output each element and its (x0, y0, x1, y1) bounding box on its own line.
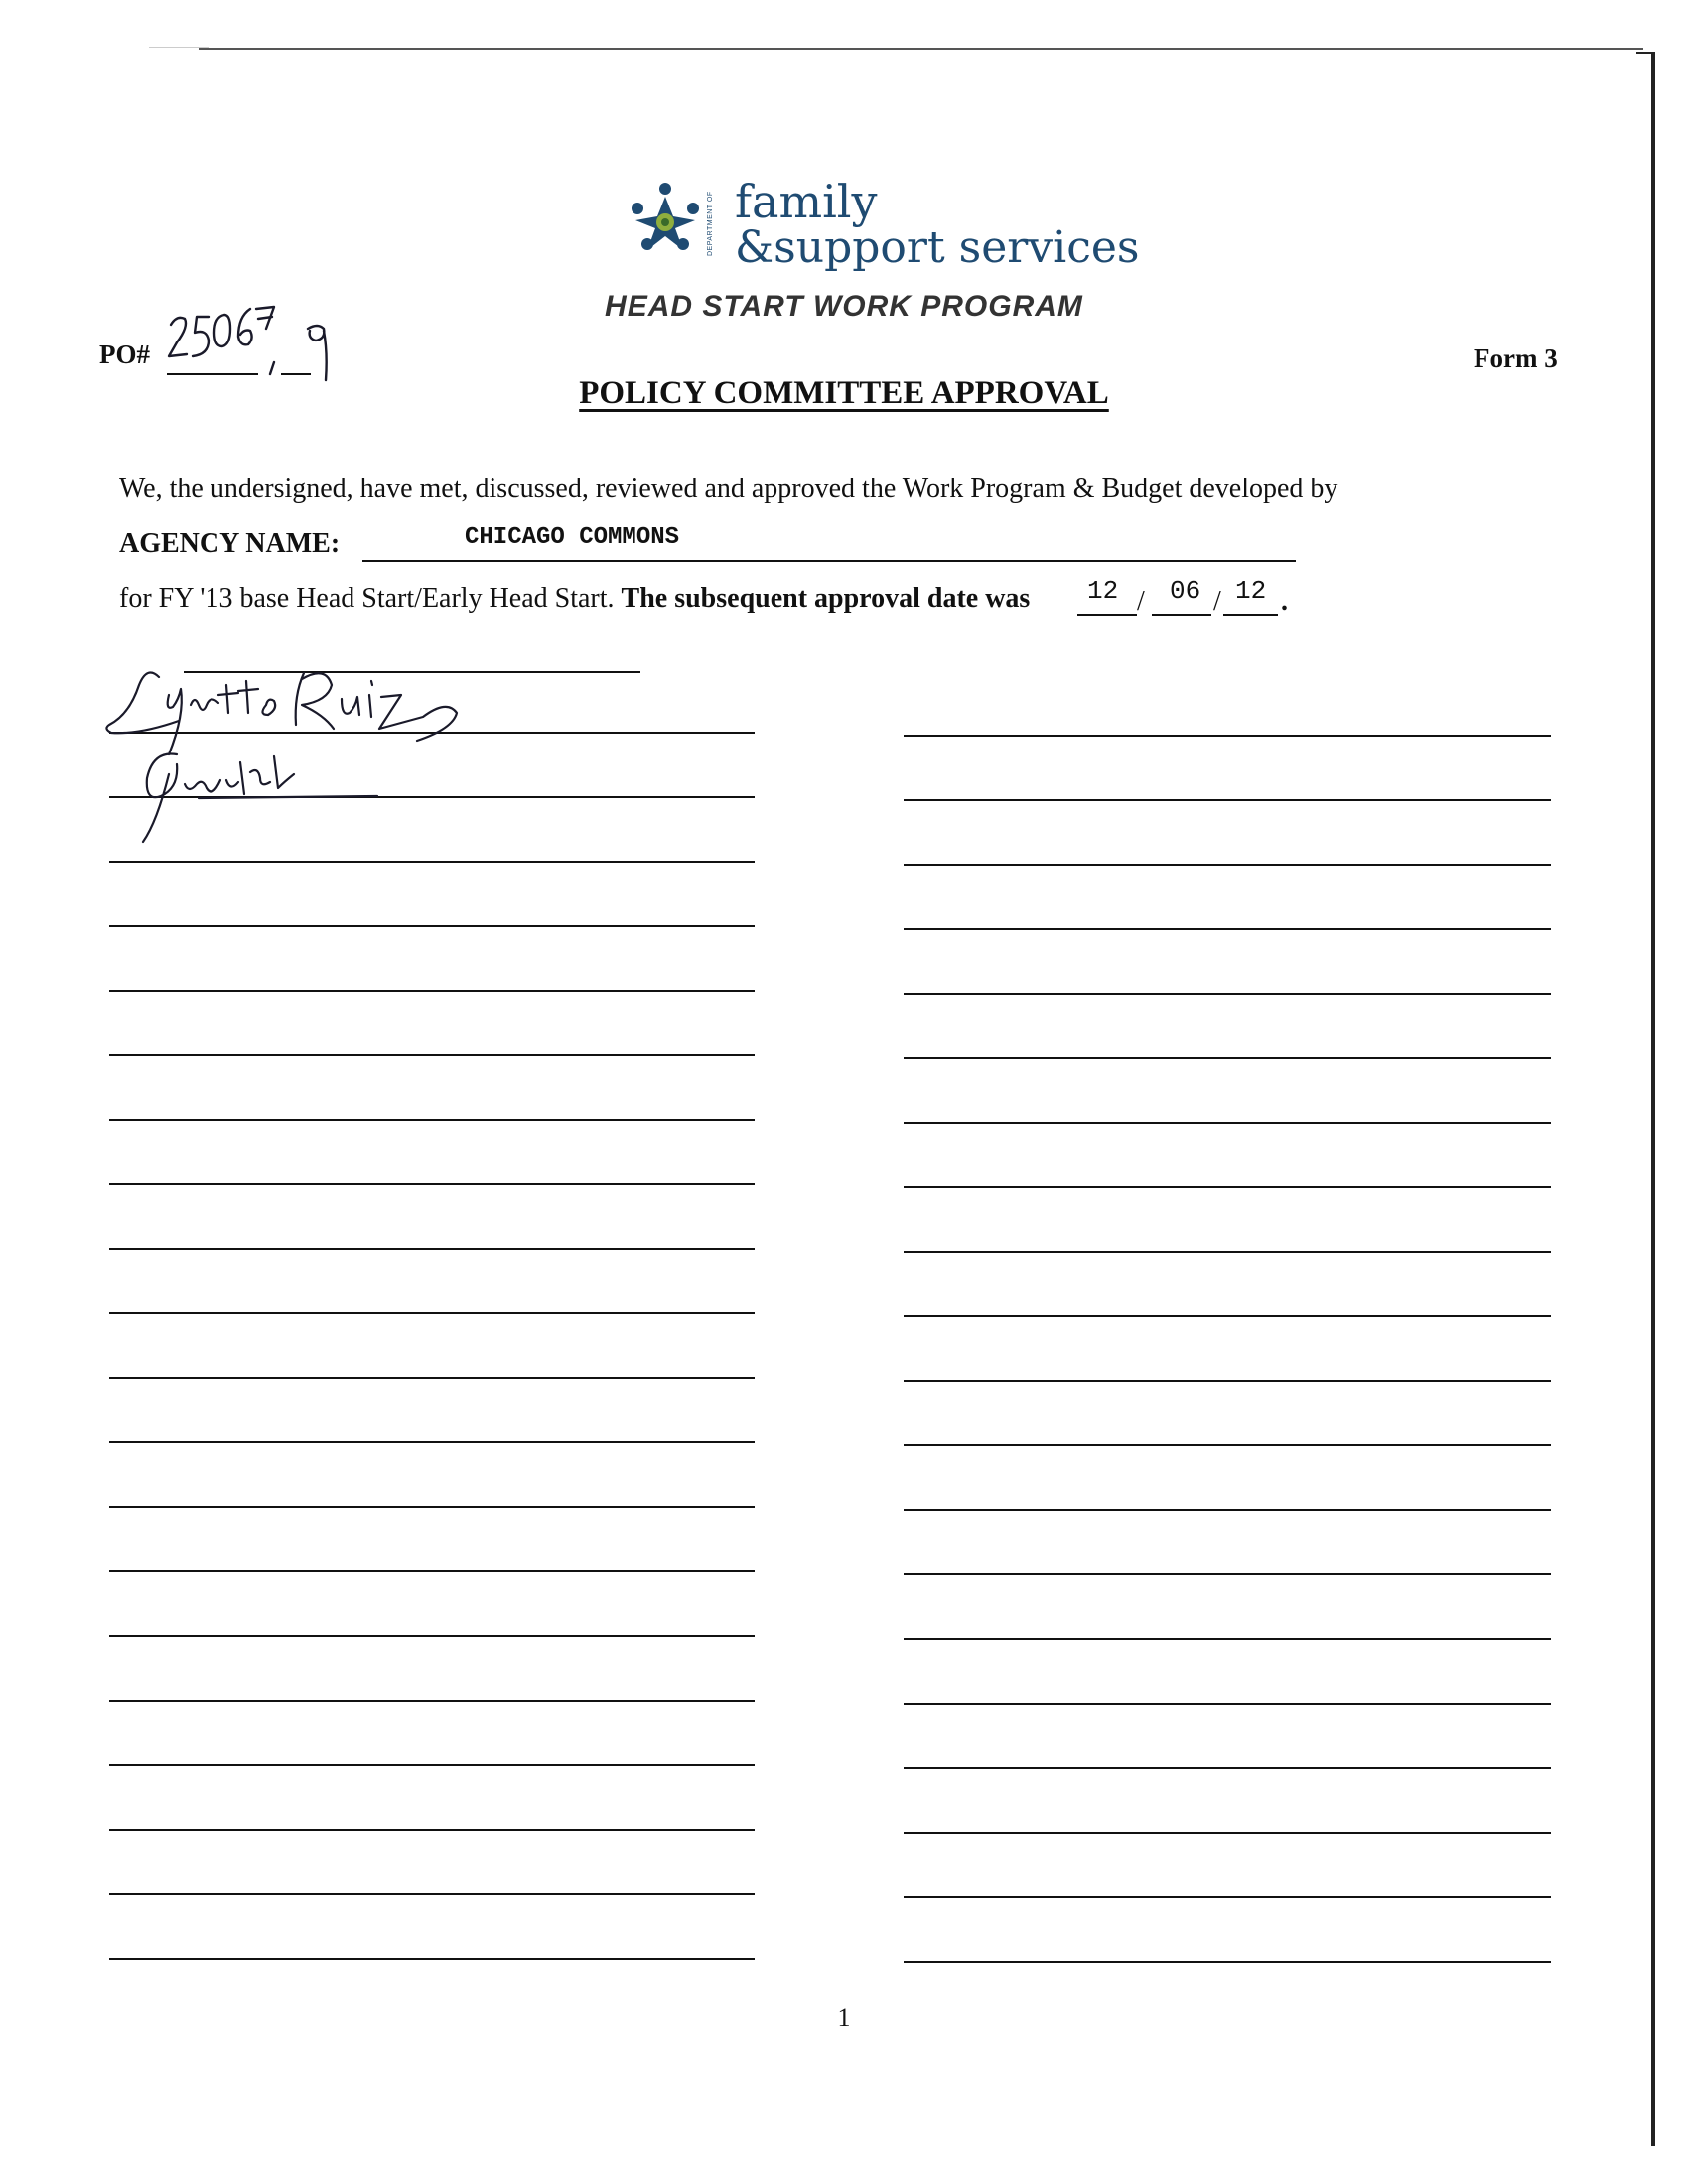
page-number: 1 (837, 2003, 851, 2032)
signature-line[interactable] (109, 1635, 755, 1637)
signature-line[interactable] (904, 1122, 1551, 1124)
scan-edge-right (1651, 52, 1655, 2146)
page-title: POLICY COMMITTEE APPROVAL (579, 375, 1109, 411)
handwritten-signatures (99, 655, 496, 854)
signature-line[interactable] (904, 928, 1551, 930)
signature-line[interactable] (109, 1377, 755, 1379)
signature-line[interactable] (904, 1057, 1551, 1059)
signature-line[interactable] (109, 990, 755, 992)
signature-line[interactable] (904, 1380, 1551, 1382)
signature-line[interactable] (904, 1703, 1551, 1705)
star-people-icon (626, 181, 705, 260)
signature-line[interactable] (904, 1638, 1551, 1640)
agency-name-field[interactable]: CHICAGO COMMONS (465, 524, 680, 551)
date-separator: / (1213, 586, 1221, 616)
signature-line[interactable] (904, 1186, 1551, 1188)
logo-family-text: family (735, 175, 878, 228)
signature-line[interactable] (109, 1893, 755, 1895)
scan-edge-corner (1636, 52, 1654, 54)
signature-line[interactable] (904, 1573, 1551, 1575)
signature-line[interactable] (904, 993, 1551, 995)
signature-line[interactable] (109, 1312, 755, 1314)
fy-text-bold: The subsequent approval date was (621, 583, 1031, 614)
logo-support-services-text: &support services (735, 222, 1140, 273)
signature-line[interactable] (109, 1506, 755, 1508)
date-separator: / (1137, 586, 1145, 616)
signature-line[interactable] (904, 1251, 1551, 1253)
signature-line[interactable] (904, 1767, 1551, 1769)
signature-line[interactable] (109, 1570, 755, 1572)
agency-label: AGENCY NAME: (119, 528, 341, 559)
fy-text-plain: for FY '13 base Head Start/Early Head Start. (119, 583, 615, 614)
signature-line[interactable] (109, 925, 755, 927)
signature-line[interactable] (109, 1054, 755, 1056)
po-handwritten-number (159, 303, 357, 392)
signature-line[interactable] (109, 1764, 755, 1766)
signature-line[interactable] (109, 1248, 755, 1250)
date-day-field[interactable]: 06 (1170, 576, 1201, 606)
signature-line[interactable] (904, 1896, 1551, 1898)
logo-department-text: DEPARTMENT OF (707, 191, 714, 256)
signature-line[interactable] (109, 1441, 755, 1443)
scan-edge-top (199, 48, 1643, 50)
signature-line[interactable] (109, 1829, 755, 1831)
signature-line[interactable] (904, 799, 1551, 801)
po-label: PO# (99, 340, 150, 369)
signature-line[interactable] (109, 1958, 755, 1960)
signature-line[interactable] (109, 1700, 755, 1702)
agency-underline (362, 560, 1296, 562)
signature-line[interactable] (904, 1444, 1551, 1446)
signature-line[interactable] (904, 1315, 1551, 1317)
signature-line[interactable] (904, 1961, 1551, 1963)
date-day-line (1152, 614, 1211, 616)
signature-line[interactable] (904, 735, 1551, 737)
date-year-line (1223, 614, 1278, 616)
form-number: Form 3 (1474, 343, 1558, 373)
date-month-line (1077, 614, 1137, 616)
date-year-field[interactable]: 12 (1235, 576, 1267, 606)
fy-statement (119, 583, 1030, 614)
signature-line[interactable] (109, 1183, 755, 1185)
date-end-period: . (1281, 586, 1288, 616)
signature-line[interactable] (109, 861, 755, 863)
signature-line[interactable] (904, 1509, 1551, 1511)
signature-line[interactable] (904, 1832, 1551, 1834)
approval-statement: We, the undersigned, have met, discussed, reviewed and approved the Work Program & Budget developed by (119, 474, 1338, 504)
date-month-field[interactable]: 12 (1087, 576, 1119, 606)
signature-line[interactable] (109, 1119, 755, 1121)
program-title: HEAD START WORK PROGRAM (605, 290, 1083, 323)
family-support-services-logo (626, 181, 705, 260)
signature-line[interactable] (904, 864, 1551, 866)
